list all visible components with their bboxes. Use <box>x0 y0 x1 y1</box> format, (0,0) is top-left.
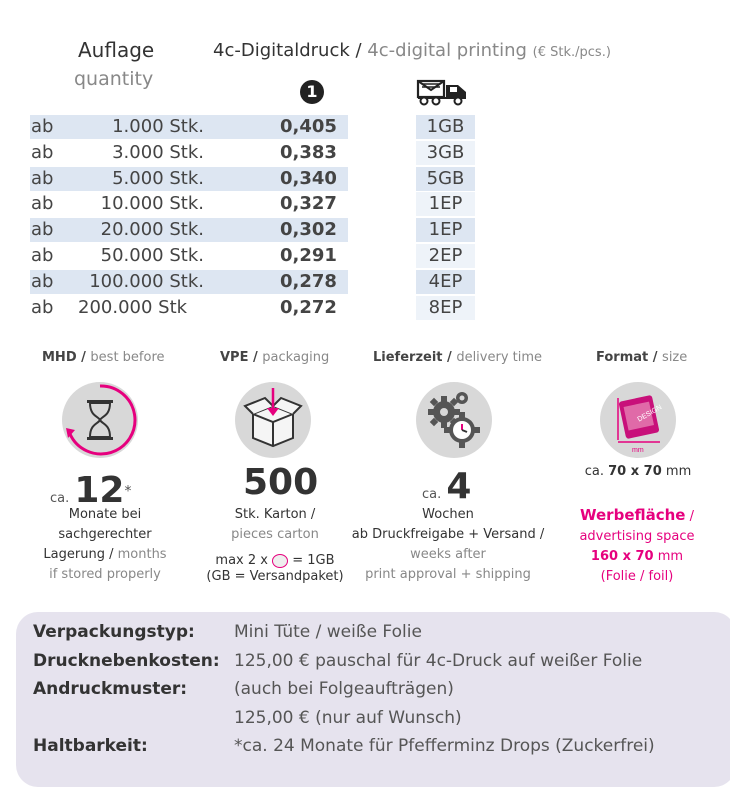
table-row <box>30 270 475 294</box>
format-heading-de: Format <box>596 350 649 365</box>
format-heading: Format / size <box>596 350 688 365</box>
adv-unit: mm <box>657 549 684 564</box>
mhd-heading-en: best before <box>90 350 165 365</box>
delivery-heading-de: Lieferzeit <box>373 350 443 365</box>
vpe-heading-de: VPE <box>220 350 249 365</box>
detail-value: (auch bei Folgeaufträgen) <box>234 679 454 699</box>
row-shipping: 2EP <box>428 245 463 266</box>
mhd-line1: Monate bei <box>68 507 142 522</box>
design-format-icon <box>600 382 676 458</box>
box-icon <box>235 382 311 458</box>
row-quantity: 3.000 Stk. <box>112 141 204 163</box>
mhd-ca: ca. <box>50 491 70 506</box>
row-price: 0,278 <box>280 270 337 292</box>
quantity-subheading: quantity <box>74 68 154 90</box>
row-prefix: ab <box>31 245 54 266</box>
detail-label: Andruckmuster: <box>33 679 188 699</box>
delivery-description <box>338 505 558 585</box>
vpe-note <box>200 553 350 585</box>
row-quantity: 10.000 Stk. <box>100 193 204 215</box>
table-row <box>30 218 475 242</box>
price-heading-en: 4c-digital printing <box>367 40 527 61</box>
row-prefix: ab <box>31 167 54 189</box>
vpe-heading-en: packaging <box>262 350 330 365</box>
design-icon-unit: mm <box>632 447 644 454</box>
row-quantity: 50.000 Stk. <box>100 245 204 266</box>
mhd-line4: if stored properly <box>49 567 161 582</box>
row-price: 0,340 <box>280 167 337 189</box>
vpe-description <box>200 505 350 545</box>
delivery-heading: Lieferzeit / delivery time <box>373 350 543 365</box>
row-prefix: ab <box>31 270 54 292</box>
row-shipping: 1EP <box>428 219 463 241</box>
detail-value: Mini Tüte / weiße Folie <box>234 622 422 642</box>
detail-label: Drucknebenkosten: <box>33 650 220 671</box>
price-unit: (€ Stk./pcs.) <box>532 45 611 60</box>
row-quantity: 5.000 Stk. <box>112 167 204 189</box>
row-shipping: 4EP <box>428 270 463 292</box>
vpe-value: 500 <box>243 462 319 503</box>
adv-foil: (Folie / foil) <box>600 569 674 584</box>
detail-value: 125,00 € (nur auf Wunsch) <box>234 707 462 728</box>
format-size <box>568 462 708 482</box>
row-shipping: 5GB <box>426 167 465 189</box>
mini-box-icon <box>272 554 288 568</box>
row-quantity: 200.000 Stk <box>78 296 188 318</box>
price-heading-de: 4c-Digitaldruck <box>213 40 350 61</box>
delivery-line1: Wochen <box>422 507 474 522</box>
detail-label: Verpackungstyp: <box>33 622 195 642</box>
row-shipping: 3GB <box>426 141 465 163</box>
table-row <box>30 192 475 216</box>
vpe-line3-post: = 1GB <box>292 553 335 568</box>
format-size-value: 70 x 70 <box>608 464 662 479</box>
row-shipping: 1EP <box>428 193 463 215</box>
delivery-line2: ab Druckfreigabe + Versand / <box>351 527 545 542</box>
row-price: 0,327 <box>280 193 337 215</box>
vpe-heading: VPE / packaging <box>220 350 330 365</box>
mhd-heading: MHD / best before <box>42 350 165 365</box>
mhd-heading-de: MHD <box>42 350 77 365</box>
row-quantity: 100.000 Stk. <box>89 270 204 292</box>
detail-value: 125,00 € pauschal für 4c-Druck auf weißer Folie <box>234 650 643 671</box>
mhd-line2: sachgerechter <box>58 527 152 542</box>
delivery-heading-en: delivery time <box>456 350 543 365</box>
vpe-line1: Stk. Karton / <box>234 507 316 522</box>
adv-size: 160 x 70 <box>590 549 654 564</box>
delivery-value <box>422 466 471 507</box>
mhd-description <box>30 505 180 585</box>
row-price: 0,405 <box>280 116 337 137</box>
row-price: 0,302 <box>280 219 337 241</box>
row-quantity: 1.000 Stk. <box>112 116 204 137</box>
detail-label: Haltbarkeit: <box>33 736 148 756</box>
mhd-star: * <box>124 483 132 500</box>
format-size-pre: ca. <box>584 464 604 479</box>
number-one-icon: 1 <box>300 80 324 104</box>
row-shipping: 1GB <box>426 116 465 137</box>
adv-heading-de: Werbefläche <box>580 506 686 524</box>
mhd-line3-en: months <box>117 547 167 562</box>
mhd-months: 12 <box>74 470 125 511</box>
detail-value: *ca. 24 Monate für Pfefferminz Drops (Zuckerfrei) <box>234 736 655 756</box>
row-prefix: ab <box>31 193 54 215</box>
row-prefix: ab <box>31 296 54 318</box>
delivery-line3: weeks after <box>410 547 486 562</box>
price-heading-sep: / <box>349 40 368 61</box>
table-row <box>30 115 475 139</box>
mhd-line3-de: Lagerung <box>43 547 105 562</box>
row-prefix: ab <box>31 219 54 241</box>
shipping-truck-icon <box>416 78 470 106</box>
format-size-unit: mm <box>665 464 692 479</box>
delivery-line4: print approval + shipping <box>365 567 531 582</box>
row-prefix: ab <box>31 141 54 163</box>
row-shipping: 8EP <box>428 296 463 318</box>
gears-clock-icon <box>416 382 492 458</box>
price-heading <box>213 40 611 61</box>
format-heading-en: size <box>662 350 688 365</box>
row-prefix: ab <box>31 116 54 137</box>
quantity-heading: Auflage <box>78 38 155 62</box>
table-row <box>30 244 475 268</box>
table-row <box>30 167 475 191</box>
delivery-weeks: 4 <box>446 466 472 507</box>
mhd-line3: Lagerung / months <box>43 547 167 562</box>
row-price: 0,383 <box>280 141 337 163</box>
table-row <box>30 296 475 320</box>
row-quantity: 20.000 Stk. <box>100 219 204 241</box>
row-price: 0,291 <box>280 245 337 266</box>
design-icon-label: DESIGN <box>636 403 664 424</box>
hourglass-icon <box>62 382 138 458</box>
format-advertising: Werbefläche / advertising space 160 x 70 mm (Folie / foil) <box>562 505 712 587</box>
vpe-line3 <box>200 553 350 569</box>
vpe-line4: (GB = Versandpaket) <box>206 569 344 584</box>
vpe-line2: pieces carton <box>231 527 319 542</box>
vpe-line3-pre: max 2 x <box>215 553 268 568</box>
adv-heading-en: advertising space <box>579 529 695 544</box>
row-price: 0,272 <box>280 296 337 318</box>
delivery-ca: ca. <box>422 487 442 502</box>
table-row <box>30 141 475 165</box>
